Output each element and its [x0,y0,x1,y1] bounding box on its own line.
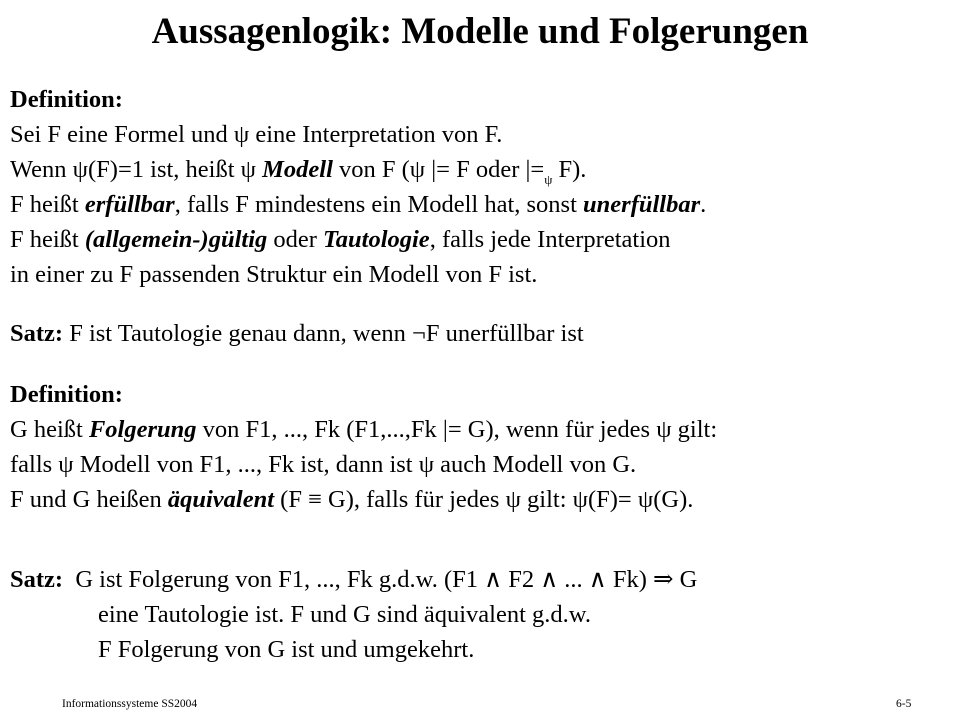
definition-1-heading: Definition: [10,86,123,113]
footer-course: Informationssysteme SS2004 [62,698,198,710]
satz-2-line-1: Satz: G ist Folgerung von F1, ..., Fk g.d.w. (F1 ∧ F2 ∧ ... ∧ Fk) ⇒ G [10,566,698,593]
definition-2-heading: Definition: [10,381,123,408]
definition-1-line-3: F heißt erfüllbar, falls F mindestens ein Modell hat, sonst unerfüllbar. [10,191,707,218]
definition-2-line-1: G heißt Folgerung von F1, ..., Fk (F1,...,Fk |= G), wenn für jedes ψ gilt: [10,416,718,443]
satz-2-line-2: eine Tautologie ist. F und G sind äquivalent g.d.w. [98,601,591,628]
definition-1-line-4: F heißt (allgemein-)gültig oder Tautologie, falls jede Interpretation [10,226,671,253]
satz-1: Satz: F ist Tautologie genau dann, wenn ¬F unerfüllbar ist [10,320,584,347]
satz-2-line-3: F Folgerung von G ist und umgekehrt. [98,636,475,663]
definition-1-line-2: Wenn ψ(F)=1 ist, heißt ψ Modell von F (ψ |= F oder $|=_\psi$ F). [10,156,587,187]
definition-2-line-2: falls ψ Modell von F1, ..., Fk ist, dann ist ψ auch Modell von G. [10,451,637,478]
definition-1-line-5: in einer zu F passenden Struktur ein Modell von F ist. [10,261,538,288]
definition-1-line-1: Sei F eine Formel und ψ eine Interpretation von F. [10,121,503,148]
footer-page-number: 6-5 [896,698,912,710]
definition-2-line-3: F und G heißen äquivalent (F ≡ G), falls für jedes ψ gilt: ψ(F)= ψ(G). [10,486,694,513]
slide-title: Aussagenlogik: Modelle und Folgerungen [151,11,809,52]
